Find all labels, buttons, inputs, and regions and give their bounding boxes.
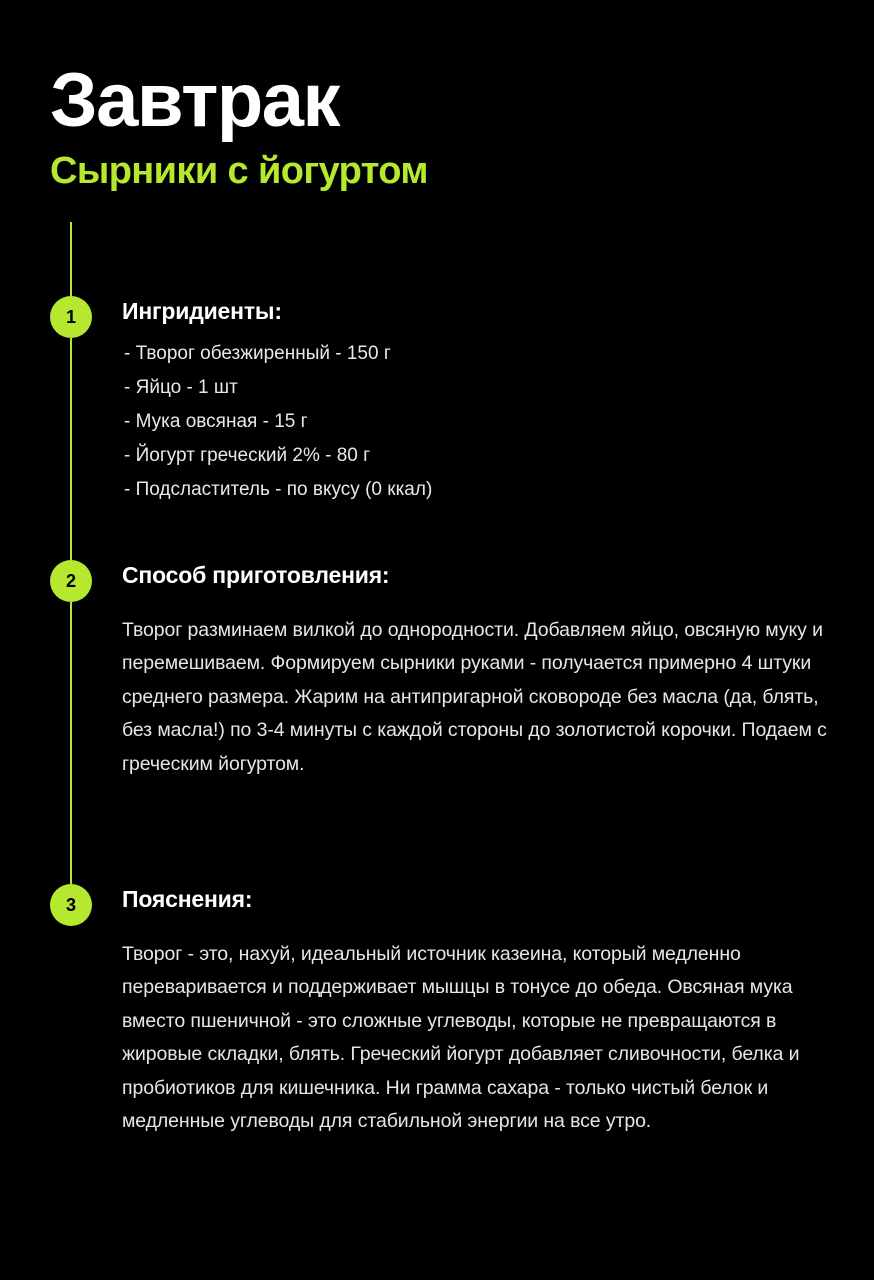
step-marker-1: 1 [50,296,92,338]
step-marker-3: 3 [50,884,92,926]
step-content-3 [122,886,832,1139]
step-heading-ingredients: Ингридиенты: [122,298,282,324]
step-marker-2: 2 [50,560,92,602]
list-item: - Подсластитель - по вкусу (0 ккал) [124,478,433,500]
ingredient-list [122,344,832,499]
list-item: - Яйцо - 1 шт [124,376,238,398]
step-content-2 [122,562,832,781]
page-title: Завтрак [50,58,340,143]
list-item: - Творог обезжиренный - 150 г [124,342,391,364]
step-heading-method: Способ приготовления: [122,562,390,588]
timeline-segment-step-1-to-step-2 [70,338,72,560]
list-item: - Йогурт греческий 2% - 80 г [124,444,371,466]
page-subtitle: Сырники с йогуртом [50,150,428,193]
step-heading-explanations: Пояснения: [122,886,253,912]
header [50,58,830,193]
timeline-segment-step-2-to-step-3 [70,602,72,884]
step-paragraph-method: Творог разминаем вилкой до однородности. Добавляем яйцо, овсяную муку и перемешиваем. Формируем сырники руками - получается примерно 4 штуки среднего размера. Жарим на антипригарной сковороде без масла (да, блять, без масла!) по 3-4 минуты с каждой стороны до золотистой корочки. Подаем с греческим йогуртом. [122,618,827,775]
timeline-segment-header-to-step-1 [70,222,72,298]
step-paragraph-explanations: Творог - это, нахуй, идеальный источник казеина, который медленно переваривается и поддерживает мышцы в тонусе до обеда. Овсяная мука вместо пшеничной - это сложные углеводы, которые не превращаются в жировые складки, блять. Греческий йогурт добавляет сливочности, белка и пробиотиков для кишечника. Ни грамма сахара - только чистый белок и медленные углеводы для стабильной энергии на все утро. [122,942,800,1133]
list-item: - Мука овсяная - 15 г [124,410,308,432]
step-content-1 [122,298,832,499]
